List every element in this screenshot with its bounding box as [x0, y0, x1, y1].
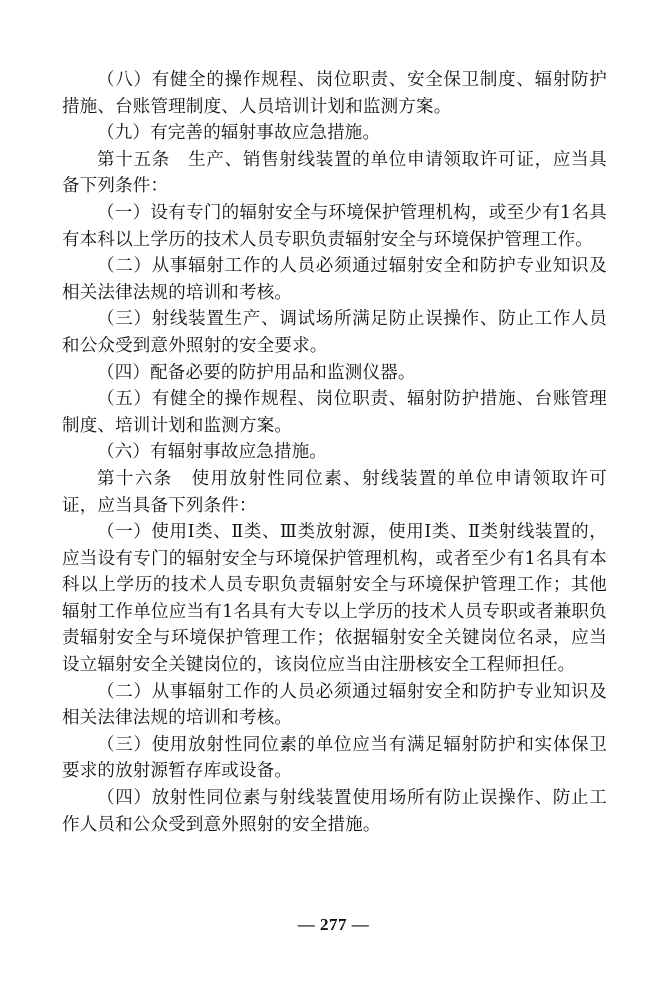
article-16-item-4: （四）放射性同位素与射线装置使用场所有防止误操作、防止工作人员和公众受到意外照射的安全措施。: [62, 788, 607, 835]
article-16-heading: 第十六条 使用放射性同位素、射线装置的单位申请领取许可证，应当具备下列条件：: [62, 468, 607, 516]
page-body: [62, 67, 607, 838]
article-15-item-5: （五）有健全的操作规程、岗位职责、辐射防护措施、台账管理制度、培训计划和监测方案。: [62, 389, 607, 436]
article-15-item-3: （三）射线装置生产、调试场所满足防止误操作、防止工作人员和公众受到意外照射的安全要求。: [62, 309, 607, 356]
paragraph-item-8: （八）有健全的操作规程、岗位职责、安全保卫制度、辐射防护措施、台账管理制度、人员培训计划和监测方案。: [62, 70, 607, 117]
article-15-item-2: （二）从事辐射工作的人员必须通过辐射安全和防护专业知识及相关法律法规的培训和考核。: [62, 256, 607, 303]
article-15-heading: 第十五条 生产、销售射线装置的单位申请领取许可证，应当具备下列条件：: [62, 149, 607, 197]
article-15-item-4: （四）配备必要的防护用品和监测仪器。: [97, 362, 416, 383]
article-15-item-1: （一）设有专门的辐射安全与环境保护管理机构，或至少有1名具有本科以上学历的技术人员专职负责辐射安全与环境保护管理工作。: [62, 202, 607, 250]
article-16-item-1: （一）使用Ⅰ类、Ⅱ类、Ⅲ类放射源，使用Ⅰ类、Ⅱ类射线装置的，应当设有专门的辐射安全与环境保护管理机构，或者至少有1名具有本科以上学历的技术人员专职负责辐射安全与环境保护管理工作；其他辐射工作单位应当有1名具有大专以上学历的技术人员专职或者兼职负责辐射安全与环境保护管理工作；依据辐射安全关键岗位名录，应当设立辐射安全关键岗位的，该岗位应当由注册核安全工程师担任。: [62, 522, 607, 676]
article-16-item-2: （二）从事辐射工作的人员必须通过辐射安全和防护专业知识及相关法律法规的培训和考核。: [62, 681, 607, 729]
page-number: — 277 —: [297, 915, 370, 934]
article-15-item-6: （六）有辐射事故应急措施。: [97, 442, 328, 463]
article-16-item-3: （三）使用放射性同位素的单位应当有满足辐射防护和实体保卫要求的放射源暂存库或设备。: [62, 734, 607, 782]
paragraph-item-9: （九）有完善的辐射事故应急措施。: [97, 123, 381, 144]
